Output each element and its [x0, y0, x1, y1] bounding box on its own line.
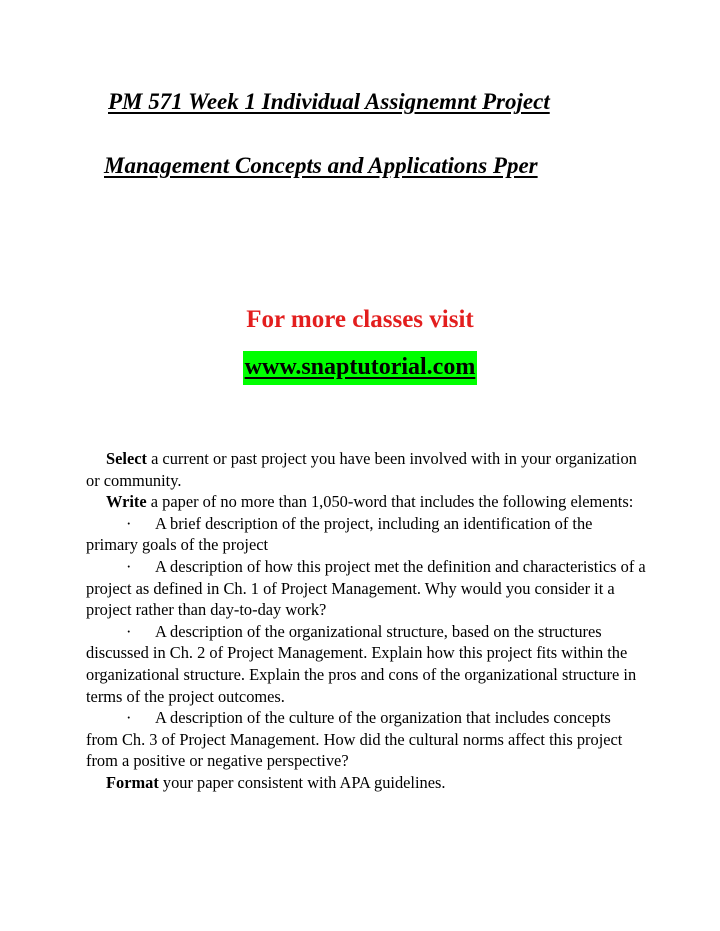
instruction-select: [86, 448, 646, 491]
bullet-text: A description of the organizational structure, based on the structures discussed in Ch. 2 of Project Management. Explain how this project fits within the organizational structure. Explain the pros and cons of the organizational structure in terms of the project outcomes.: [86, 621, 637, 706]
bullet-item: [86, 707, 646, 772]
bullet-item: [86, 513, 646, 556]
promo-link[interactable]: www.snaptutorial.com: [243, 351, 478, 385]
bullet-dot-icon: ·: [126, 556, 132, 576]
document-title-line-2: Management Concepts and Applications Pper: [104, 153, 538, 178]
promo-heading: For more classes visit: [246, 306, 474, 333]
bullet-text: A description of the culture of the organization that includes concepts from Ch. 3 of Project Management. How did the cultural norms affect this project from a positive or negative perspective?: [86, 708, 623, 771]
bullet-item: [86, 556, 646, 621]
instruction-text: a current or past project you have been involved with in your organization or community.: [86, 449, 637, 490]
bullet-dot-icon: ·: [126, 513, 132, 533]
instruction-text: a paper of no more than 1,050-word that includes the following elements:: [150, 492, 634, 512]
bullet-dot-icon: ·: [126, 708, 132, 728]
document-title-line-1: PM 571 Week 1 Individual Assignemnt Project: [108, 89, 550, 114]
instruction-text: your paper consistent with APA guidelines.: [162, 772, 446, 792]
promo-link-container: [0, 351, 720, 387]
instruction-write: [86, 491, 646, 513]
instruction-format: [86, 772, 646, 794]
instruction-keyword: Format: [106, 772, 159, 792]
instruction-keyword: Select: [106, 449, 147, 468]
bullet-dot-icon: ·: [126, 621, 132, 641]
instructions-body: [86, 448, 646, 794]
bullet-item: [86, 621, 646, 707]
instruction-keyword: Write: [106, 492, 147, 512]
bullet-text: A description of how this project met the definition and characteristics of a project as defined in Ch. 1 of Project Management. Why would you consider it a project rather than day-to-day work?: [86, 556, 646, 620]
bullet-text: A brief description of the project, including an identification of the primary goals of the project: [86, 513, 593, 555]
